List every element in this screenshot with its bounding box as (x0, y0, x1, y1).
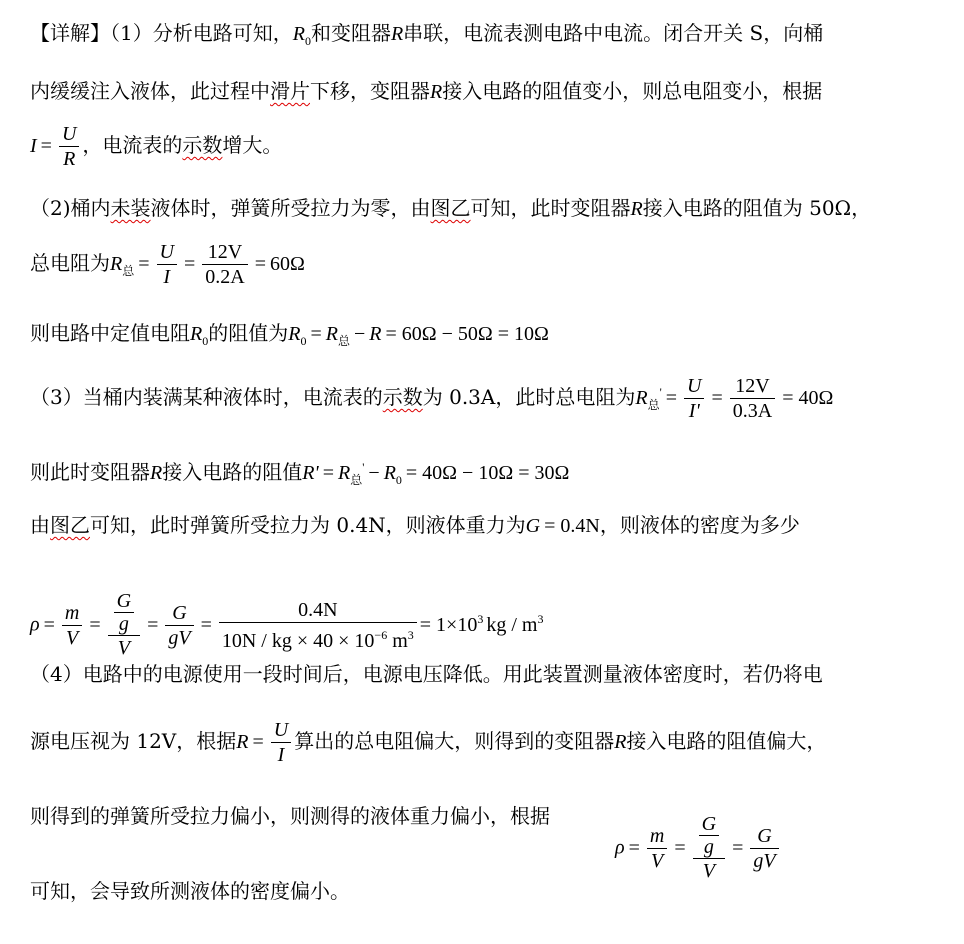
equals: = (200, 613, 212, 636)
p4-line-2 (30, 718, 826, 767)
p1-b3: 下移，变阻器 (310, 79, 430, 103)
var-R: R (430, 81, 443, 103)
equals: = (665, 387, 678, 409)
numerator: G (172, 601, 187, 624)
denominator: I (157, 264, 177, 289)
numerator: G (701, 813, 717, 835)
minus: − (353, 323, 366, 345)
numerator: U (687, 375, 702, 397)
sub-total: 总 (337, 334, 350, 348)
p4-b6: 算出的总电阻偏大，则得到的变阻器 (294, 729, 615, 753)
fraction-12V-over-0.2A (202, 240, 247, 289)
var-R: R (614, 731, 627, 753)
p3-c3: 可知，此时弹簧所受拉力为 0.4N，则液体重力为 (90, 513, 526, 537)
spell-mark-tuyi: 图乙 (50, 513, 90, 537)
p1-a6: 串联，电流表测电路中电流。闭合开关 S，向桶 (403, 21, 824, 45)
p2-a1: （2)桶内 (30, 196, 111, 220)
denominator: gV (750, 848, 778, 873)
var-R0: R (292, 23, 305, 45)
denominator: V (693, 858, 725, 883)
p4-d1: 可知，会导致所测液体的密度偏小。 (30, 879, 350, 903)
exponent: 3 (407, 627, 414, 642)
fraction-U-over-I (271, 718, 291, 767)
p3-a3: 为 0.3A，此时总电阻为 (422, 385, 636, 409)
numerator (108, 590, 140, 635)
exponent: 3 (537, 611, 544, 626)
var-R-total: R (110, 253, 123, 275)
numerator: G (116, 590, 132, 612)
p3-line-1 (30, 374, 833, 423)
result-text: = 1×10 (419, 613, 478, 636)
p2-b1: 总电阻为 (30, 251, 110, 275)
equals: = (732, 836, 744, 859)
exponent: 3 (477, 611, 484, 626)
p2-a7: 接入电路的阻值为 50Ω， (642, 196, 872, 220)
numerator: U (159, 241, 174, 263)
denominator (219, 622, 417, 653)
equals: = (254, 253, 266, 275)
var-R0: R (190, 323, 203, 345)
var-rho: ρ (30, 613, 40, 636)
minus: − (368, 462, 380, 484)
equals: = (138, 253, 150, 275)
denominator: 0.2A (202, 264, 247, 289)
var-R0: R (288, 323, 301, 345)
result: = 40Ω (782, 387, 834, 409)
p4-line-4 (30, 877, 350, 905)
numerator: m (649, 824, 665, 847)
equals: = (40, 135, 52, 157)
p2-c4: 的阻值为 (208, 321, 289, 345)
equals: = (43, 613, 55, 636)
denominator: V (647, 848, 667, 873)
fraction-U-over-R (59, 122, 79, 171)
fraction-m-over-V (647, 824, 667, 873)
prime: ' (659, 385, 662, 399)
p1-c7: 增大。 (222, 133, 283, 157)
p3-line-3 (30, 511, 800, 540)
result: = 60Ω − 50Ω = 10Ω (385, 323, 549, 345)
var-R-total: R (325, 323, 338, 345)
result: 60Ω (269, 253, 305, 275)
p4-density-formula (615, 813, 782, 883)
p1-a4: 和变阻器 (310, 21, 391, 45)
var-R0: R (383, 462, 396, 484)
p1-line-2 (30, 77, 822, 106)
p1-b5: 接入电路的阻值变小，则总电阻变小，根据 (442, 79, 823, 103)
equals: = (711, 387, 723, 409)
p1-a1: 【详解】（1）分析电路可知， (30, 21, 293, 45)
p4-b1: 源电压视为 12V，根据 (30, 729, 237, 753)
p1-c5: ，电流表的 (82, 133, 183, 157)
equals: = (310, 323, 322, 345)
denominator: R (59, 146, 79, 171)
equals: = (674, 836, 686, 859)
numerator: U (273, 719, 289, 741)
numerator: 12V (207, 241, 243, 263)
sub-total: 总 (122, 264, 135, 278)
spell-mark-tuyi: 图乙 (430, 196, 471, 220)
sub-0: 0 (202, 334, 209, 348)
density-result (419, 611, 544, 636)
unit-kg-per-m: kg / m (486, 613, 538, 636)
fraction-numeric (219, 598, 417, 653)
denominator: gV (165, 625, 193, 650)
var-I: I (30, 135, 37, 157)
p4-b8: 接入电路的阻值偏大， (626, 729, 827, 753)
var-R-total: R (338, 462, 351, 484)
equals: = (89, 613, 101, 636)
var-G: G (525, 515, 541, 537)
inner-fraction-G-over-g (699, 813, 719, 858)
p2-a3: 液体时，弹簧所受拉力为零，由 (150, 196, 431, 220)
p1-line-1 (30, 19, 823, 55)
numerator: 0.4N (298, 598, 338, 621)
p3-a1: （3）当桶内装满某种液体时，电流表的 (30, 385, 383, 409)
var-R: R (369, 323, 382, 345)
fraction-G-over-g-over-V (108, 590, 140, 660)
p2-line-2 (30, 240, 305, 289)
equals: = (252, 731, 264, 753)
equals: = (628, 836, 640, 859)
denominator: I (271, 742, 291, 767)
spell-mark-huapian: 滑片 (270, 79, 310, 103)
p2-c1: 则电路中定值电阻 (30, 321, 190, 345)
fraction-G-over-gV (165, 601, 193, 650)
p2-line-1 (30, 194, 871, 223)
p1-b1: 内缓缓注入液体，此过程中 (30, 79, 270, 103)
sub-0: 0 (300, 334, 307, 348)
denominator: g (699, 835, 719, 858)
sub-0: 0 (304, 34, 311, 48)
equals: = (147, 613, 159, 636)
p3-c5: = 0.4N，则液体的密度为多少 (544, 515, 800, 537)
denominator: I' (684, 398, 704, 423)
var-R-prime: R' (302, 462, 319, 484)
inner-fraction-G-over-g (114, 590, 134, 635)
equals: = (322, 462, 334, 484)
fraction-G-over-gV (750, 824, 778, 873)
fraction-G-over-g-over-V (693, 813, 725, 883)
sub-total: 总 (647, 398, 660, 412)
p3-b1: 则此时变阻器 (30, 460, 150, 484)
result: = 40Ω − 10Ω = 30Ω (405, 462, 570, 484)
prime: ' (362, 460, 365, 474)
denominator: V (62, 625, 82, 650)
p2-line-3 (30, 319, 549, 355)
equals: = (183, 253, 196, 275)
exponent: −6 (374, 627, 388, 642)
var-R: R (630, 198, 643, 220)
p1-line-3 (30, 122, 282, 171)
spell-mark-shishu: 示数 (382, 385, 423, 409)
sub-0: 0 (395, 473, 402, 487)
fraction-U-over-I-prime (684, 374, 704, 423)
numerator (693, 813, 725, 858)
numerator: U (61, 123, 77, 145)
p4-c1: 则得到的弹簧所受拉力偏小，则测得的液体重力偏小，根据 (30, 804, 550, 828)
p3-b3: 接入电路的阻值 (162, 460, 303, 484)
p4-a1: （4）电路中的电源使用一段时间后，电源电压降低。用此装置测量液体密度时，若仍将电 (30, 662, 823, 686)
fraction-m-over-V (62, 601, 82, 650)
p3-c1: 由 (30, 513, 50, 537)
p4-line-3 (30, 802, 550, 830)
denominator-text: 10N / kg × 40 × 10 (221, 629, 375, 652)
numerator: 12V (735, 375, 770, 397)
sub-total: 总 (350, 473, 363, 487)
spell-mark-shishu: 示数 (182, 133, 223, 157)
p4-line-1 (30, 660, 823, 688)
var-R-total: R (635, 387, 648, 409)
fraction-U-over-I (157, 240, 177, 289)
denominator: 0.3A (730, 398, 775, 423)
numerator: G (757, 824, 772, 847)
var-R: R (390, 23, 404, 45)
denominator: g (114, 612, 134, 635)
var-R: R (150, 462, 163, 484)
p2-a5: 可知，此时变阻器 (470, 196, 631, 220)
spell-mark-weizhuang: 未装 (110, 196, 151, 220)
p3-line-2 (30, 453, 569, 494)
numerator: m (64, 601, 80, 624)
p3-line-4-density-formula (30, 590, 543, 660)
var-rho: ρ (615, 836, 625, 859)
var-R: R (236, 731, 249, 753)
fraction-12V-over-0.3A (730, 374, 775, 423)
denominator: V (108, 635, 140, 660)
unit-m: m (387, 629, 408, 652)
